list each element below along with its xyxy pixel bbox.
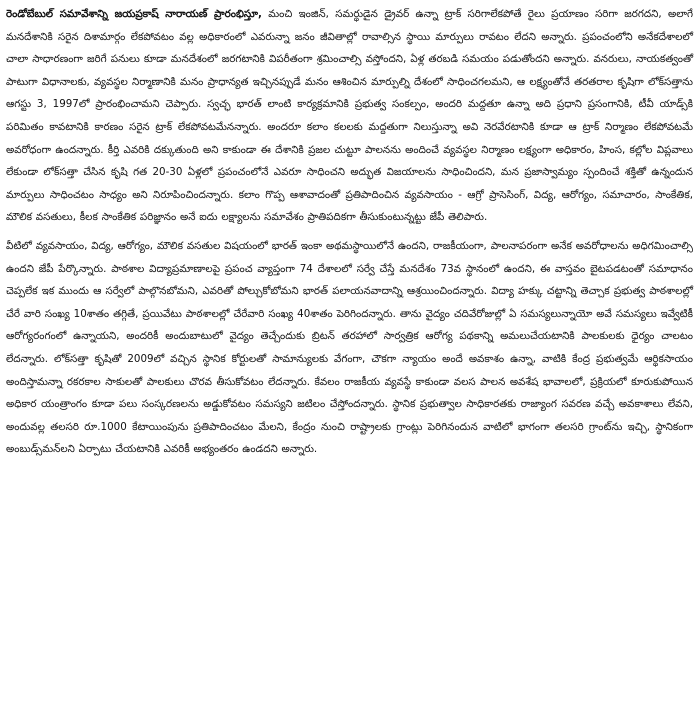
paragraph-1-text: మంచి ఇంజిన్, సమర్థుడైన డ్రైవర్ ఉన్నా ట్రాక్ సరిగాలేకపోతే రైలు ప్రయాణం సరిగా జరగదని, అలాగే మనదేశానికి సరైన దిశామార్గం లేకపోవటం వల్ల అధికారంలో ఎవరున్నా జనం జీవితాల్లో రావాల్సిన స్థాయి మార్పులు రావటం లేదని అన్నారు. ప్రపంచంలోని అనేకదేశాలలో చాలా సాధారణంగా జరిగే పనులు కూడా మనదేశంలో జరగటానికి విపరీతంగా శ్రమించాల్సి వస్తోందని, ఏళ్ల తరబడి సమయం పడుతోందని అన్నారు. వనరులు, నాయకత్వంతో పాటుగా విధానాలకు, వ్యవస్థల నిర్మాణానికి మనం ప్రాధాన్యత ఇచ్చినప్పుడే మనం ఆశించిన మార్పుల్ని దేశంలో సాధించగలమని, ఆ లక్ష్యంతోనే తరతరాల కృషిగా లోక్‌సత్తాను ఆగస్టు 3, 1997లో ప్రారంభించామని చెప్పారు. స్వచ్ఛ భారత్ లాంటి కార్యక్రమానికి ప్రభుత్వ సంకల్పం, అందరి మద్దతూ ఉన్నా అది ప్రధాని ప్రసంగానికి, టీవీ యాడ్స్‌కి పరిమితం కావటానికి కారణం సరైన ట్రాక్ లేకపోవటమేనన్నారు. అందరూ కలాం కలలకు మద్దతుగా నిలుస్తున్నా అవి నెరవేరటానికి కూడా ఆ ట్రాక్ నిర్మాణం లేకపోవటమే అవరోధంగా ఉందన్నారు. కీర్తి ఎవరికి దక్కుతుంది అని కాకుండా ఈ దేశానికి ప్రజల చుట్టూ పాలనను అందించే వ్యవస్థల నిర్మాణం లక్ష్యంగా అధికారం, హింస, కల్లోల విప్లవాలు లేకుండా లోక్‌సత్తా చేసిన కృషి గత 20-30 ఏళ్లలో ప్రపంచంలోనే ఎవరూ సాధించని అద్భుత విజయాలను సాధించిందని, మన ప్రజాస్వామ్యం స్పందించే శక్తితో ఉన్నందున మార్పులు సాధించటం సాధ్యం అని నిరూపించిందన్నారు. కలాం గొప్ప ఆశావాదంతో ప్రతిపాదించిన వ్యవసాయం - ఆగ్రో ప్రాసెసింగ్, విద్య, ఆరోగ్యం, సమాచారం, సాంకేతిక, మౌలిక వసతులు, కీలక సాంకేతిక పరిజ్ఞానం అనే ఐదు లక్ష్యాలను సమావేశం ప్రాతిపదికగా తీసుకుంటున్నట్టు జేపీ తెలిపారు. [6, 8, 693, 224]
paragraph-2: వీటిలో వ్యవసాయం, విద్య, ఆరోగ్యం, మౌలిక వసతుల విషయంలో భారత్ ఇంకా అథమస్థాయిలోనే ఉందని, రాజకీయంగా, పాలనాపరంగా అనేక అవరోధాలను అధిగమించాల్సి ఉందని జేపీ పేర్కొన్నారు. పాఠశాల విద్యాప్రమాణాలపై ప్రపంచ వ్యాప్తంగా 74 దేశాలలో సర్వే చేస్తే మనదేశం 73వ స్థానంలో ఉందని, ఈ వాస్తవం బైటపడటంతో సమాధానం చెప్పలేక ఇక ముందు ఆ సర్వేలో పాల్గొనబోమని, ఎవరితో పోల్చుకోబోమని భారత్ పలాయనవాదాన్ని ఆశ్రయించిందన్నారు. విద్యా హక్కు చట్టాన్ని తెచ్చాక ప్రభుత్వ పాఠశాలల్లో చేరే వారి సంఖ్య 10శాతం తగ్గితే, ప్రయివేటు పాఠశాలల్లో చేరేవారి సంఖ్య 40శాతం పెరిగిందన్నారు. తాను వైద్యం చదివేరోజుల్లో ఏ సమస్యలున్నాయో అవే సమస్యలు ఇవ్వేటికీ ఆరోగ్యరంగంలో ఉన్నాయని, అందరికీ అందుబాటులో వైద్యం తెచ్చేందుకు బ్రిటన్ తరహాలో సార్వత్రిక ఆరోగ్య పథకాన్ని అమలుచేయటానికి పాలకులకు ధైర్యం చాలటం లేదన్నారు. లోక్‌సత్తా కృషితో 2009లో వచ్చిన స్థానిక కోర్టులతో సామాన్యులకు వేగంగా, చౌకగా న్యాయం అందే అవకాశం ఉన్నా, వాటికి కేంద్ర ప్రభుత్వమే ఆర్థికసాయం అందిస్తామన్నా రకరకాల సాకులతో పాలకులు చొరవ తీసుకోవటం లేదన్నారు. కేవలం రాజకీయ వ్యవస్థే కాకుండా వలస పాలన అవశేష భావాలలో, ప్రక్రియలో కూరుకుపోయిన అధికార యంత్రాంగం కూడా పలు సంస్కరణలను అడ్డుకోవటం సమస్యని జటిలం చేస్తోందన్నారు. స్థానిక ప్రభుత్వాల సాధికారతకు రాజ్యాంగ సవరణ వచ్చే అవకాశాలు లేవని, అందువల్ల తలసరి రూ.1000 కేటాయింపును ప్రతిపాదించటం మేలని, కేంద్రం నుంచి రాష్ట్రాలకు గ్రాంట్లు పెరిగినందున వాటిలో భాగంగా తలసరి గ్రాంట్‌ను ఇచ్చి, స్థానికంగా అంబుడ్స్‌మన్‌లని ఏర్పాటు చేయటానికి ఎవరికీ అభ్యంతరం ఉండదని అన్నారు. [6, 239, 693, 456]
lead-text: రెండోబేబుల్ సమావేశాన్ని జయప్రకాష్ నారాయణ్ ప్రారంభిస్తూ, [6, 8, 262, 20]
paragraph-1 [6, 3, 693, 229]
